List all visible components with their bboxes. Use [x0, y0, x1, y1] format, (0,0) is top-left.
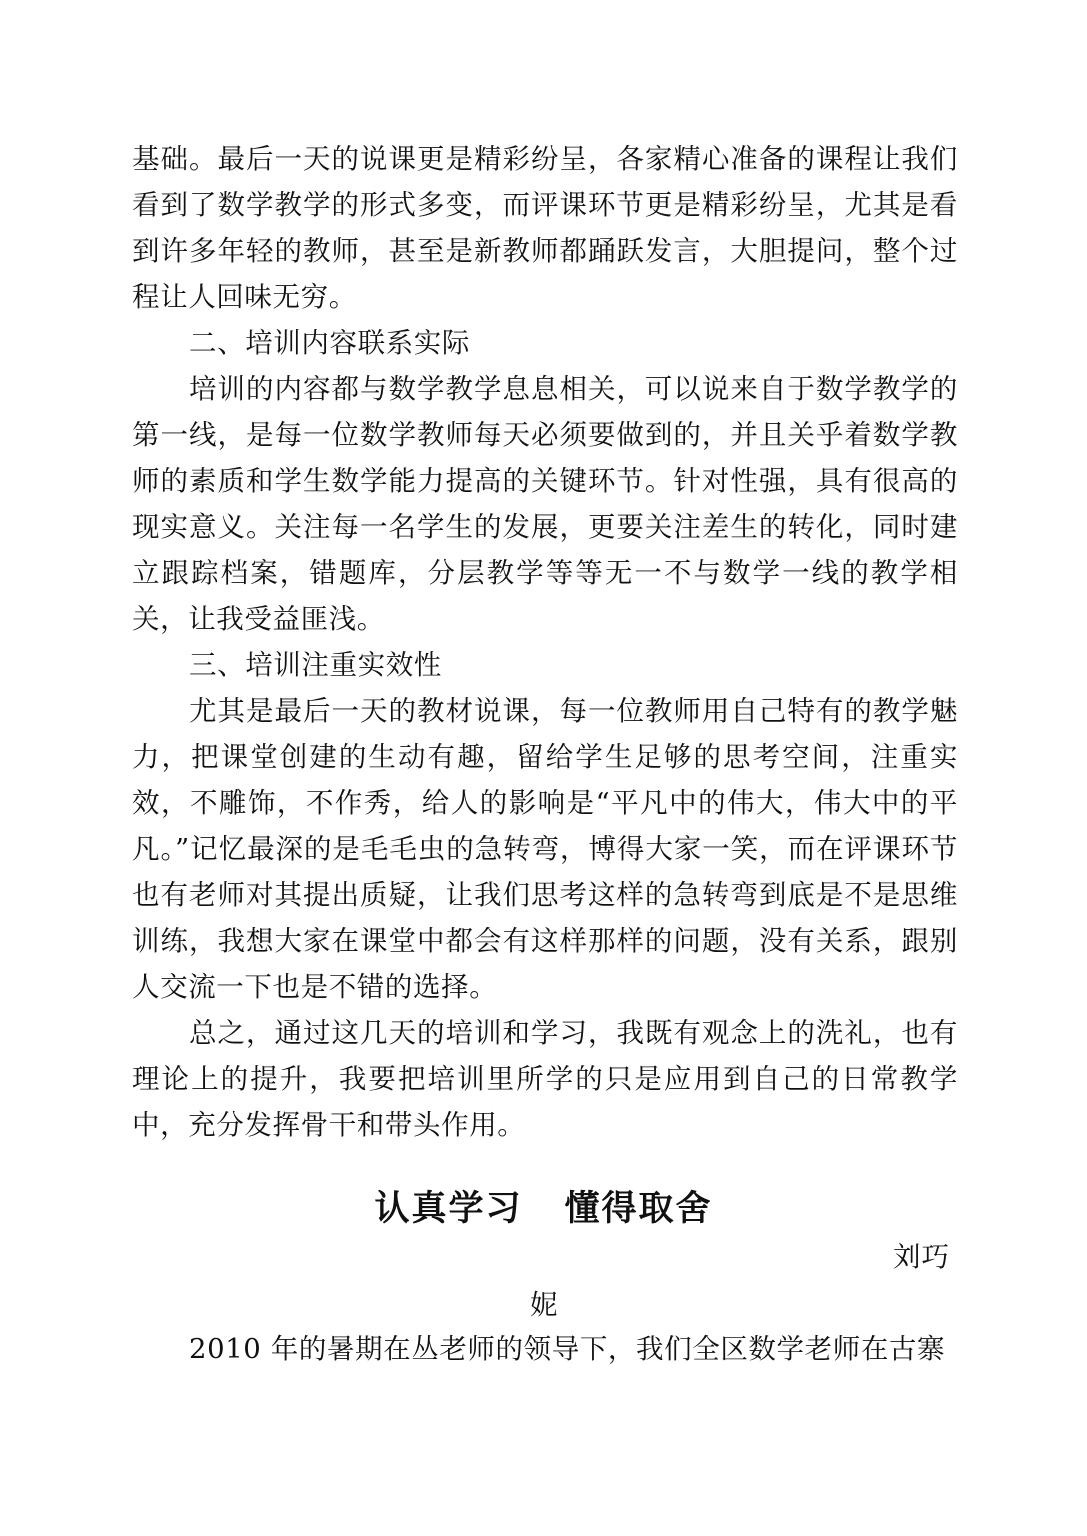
article-opening-paragraph: 2010 年的暑期在丛老师的领导下，我们全区数学老师在古寨	[189, 1333, 946, 1365]
author-name-line-1: 刘巧	[893, 1241, 950, 1273]
section-heading-2: 二、培训内容联系实际	[189, 327, 470, 359]
paragraph-1: 基础。最后一天的说课更是精彩纷呈，各家精心准备的课程让我们看到了数学教学的形式多变，而评课环节更是精彩纷呈，尤其是看到许多年轻的教师，甚至是新教师都踊跃发言，大胆提问，整个过程让人回味无穷。	[132, 143, 958, 313]
paragraph-4: 总之，通过这几天的培训和学习，我既有观念上的洗礼，也有理论上的提升，我要把培训里所学的只是应用到自己的日常教学中，充分发挥骨干和带头作用。	[132, 1017, 958, 1141]
author-name-line-2: 妮	[530, 1289, 558, 1321]
article-title-part-2: 懂得取舍	[564, 1189, 713, 1229]
paragraph-3: 尤其是最后一天的教材说课，每一位教师用自己特有的教学魅力，把课堂创建的生动有趣，留给学生足够的思考空间，注重实效，不雕饰，不作秀，给人的影响是“平凡中的伟大，伟大中的平凡。”记忆最深的是毛毛虫的急转弯，博得大家一笑，而在评课环节也有老师对其提出质疑，让我们思考这样的急转弯到底是不是思维训练，我想大家在课堂中都会有这样那样的问题，没有关系，跟别人交流一下也是不错的选择。	[132, 695, 958, 1003]
paragraph-2: 培训的内容都与数学教学息息相关，可以说来自于数学教学的第一线，是每一位数学教师每天必须要做到的，并且关乎着数学教师的素质和学生数学能力提高的关键环节。针对性强，具有很高的现实意义。关注每一名学生的发展，更要关注差生的转化，同时建立跟踪档案，错题库，分层教学等等无一不与数学一线的教学相关，让我受益匪浅。	[132, 373, 958, 635]
article-title	[0, 1186, 1087, 1232]
article-title-part-1: 认真学习	[374, 1189, 523, 1229]
section-heading-3: 三、培训注重实效性	[189, 649, 442, 681]
body-text	[132, 136, 958, 1148]
